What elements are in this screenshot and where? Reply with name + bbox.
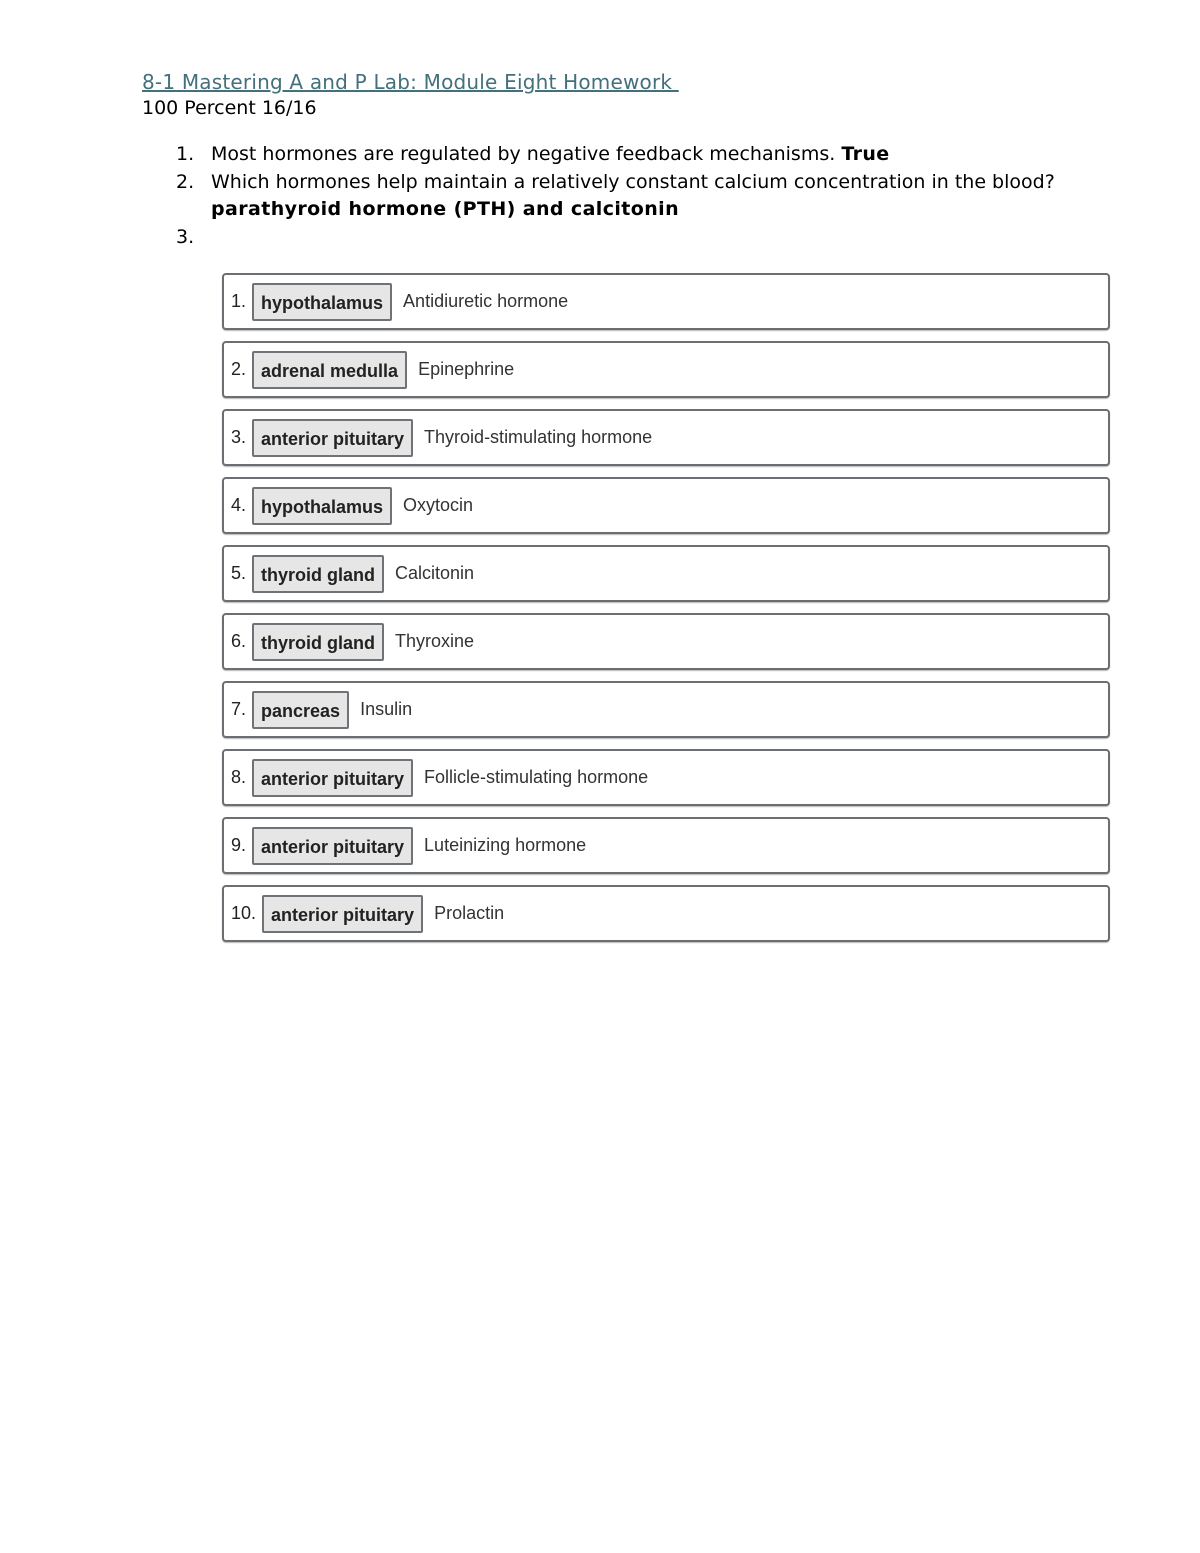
organ-label-chip: anterior pituitary bbox=[262, 895, 423, 933]
organ-label-chip: anterior pituitary bbox=[252, 827, 413, 865]
match-row bbox=[222, 273, 1110, 330]
question-number: 1. bbox=[176, 143, 195, 165]
organ-label-chip: anterior pituitary bbox=[252, 759, 413, 797]
organ-label-chip: thyroid gland bbox=[252, 623, 384, 661]
match-row-number: 9. bbox=[231, 835, 247, 855]
hormone-name: Follicle-stimulating hormone bbox=[424, 767, 649, 787]
organ-label-chip: adrenal medulla bbox=[252, 351, 407, 389]
match-row-number: 3. bbox=[231, 427, 247, 447]
question-list bbox=[172, 141, 1072, 248]
organ-label-chip: hypothalamus bbox=[252, 283, 392, 321]
question-text: Which hormones help maintain a relatively constant calcium concentration in the blood? bbox=[211, 170, 1055, 193]
match-row-number: 5. bbox=[231, 563, 247, 583]
hormone-name: Antidiuretic hormone bbox=[403, 291, 569, 311]
hormone-name: Oxytocin bbox=[403, 495, 474, 515]
match-row-number: 4. bbox=[231, 495, 247, 515]
document-title[interactable]: 8-1 Mastering A and P Lab: Module Eight Homework bbox=[142, 70, 679, 94]
question-number: 2. bbox=[176, 170, 195, 193]
match-row bbox=[222, 545, 1110, 602]
match-row-number: 6. bbox=[231, 631, 247, 651]
hormone-name: Epinephrine bbox=[418, 359, 515, 379]
matching-answer-image bbox=[222, 273, 1110, 953]
match-row bbox=[222, 477, 1110, 534]
organ-label-chip: thyroid gland bbox=[252, 555, 384, 593]
match-row bbox=[222, 341, 1110, 398]
match-row-number: 7. bbox=[231, 699, 247, 719]
hormone-name: Thyroxine bbox=[395, 631, 475, 651]
match-row bbox=[222, 817, 1110, 874]
organ-label-chip: pancreas bbox=[252, 691, 349, 729]
organ-label-chip: anterior pituitary bbox=[252, 419, 413, 457]
question-number: 3. bbox=[176, 225, 195, 248]
match-row-number: 1. bbox=[231, 291, 247, 311]
match-row-number: 10. bbox=[231, 903, 257, 923]
match-row bbox=[222, 749, 1110, 806]
match-row bbox=[222, 681, 1110, 738]
organ-label-chip: hypothalamus bbox=[252, 487, 392, 525]
question-item bbox=[172, 141, 1072, 169]
hormone-name: Thyroid-stimulating hormone bbox=[424, 427, 653, 447]
score-line: 100 Percent 16/16 bbox=[142, 97, 317, 119]
hormone-name: Calcitonin bbox=[395, 563, 475, 583]
match-row bbox=[222, 885, 1110, 942]
hormone-name: Prolactin bbox=[434, 903, 505, 923]
question-item bbox=[172, 169, 1072, 224]
match-row bbox=[222, 409, 1110, 466]
question-answer: parathyroid hormone (PTH) and calcitonin bbox=[211, 198, 679, 220]
match-row-number: 2. bbox=[231, 359, 247, 379]
question-text: Most hormones are regulated by negative feedback mechanisms. bbox=[211, 143, 842, 165]
match-row bbox=[222, 613, 1110, 670]
hormone-name: Luteinizing hormone bbox=[424, 835, 587, 855]
match-row-number: 8. bbox=[231, 767, 247, 787]
hormone-name: Insulin bbox=[360, 699, 413, 719]
question-answer: True bbox=[841, 143, 890, 165]
